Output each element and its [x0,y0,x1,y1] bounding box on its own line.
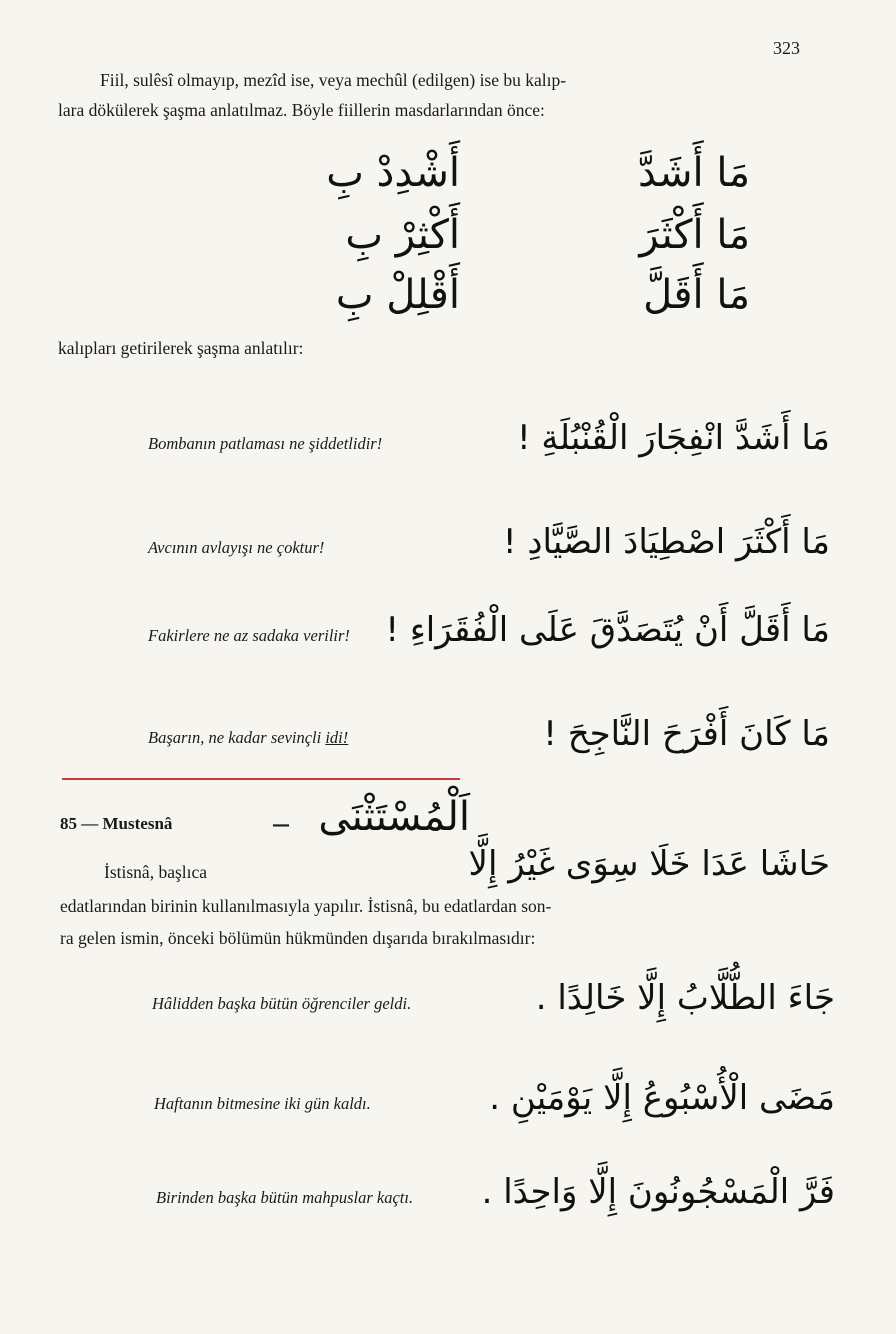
pattern-right-1: مَا أَشَدَّ [638,150,750,196]
example-3-translation: Fakirlere ne az sadaka verilir! [148,626,350,645]
pattern-left-1: أَشْدِدْ بِ [326,150,460,196]
example-1-arabic: مَا أَشَدَّ انْفِجَارَ الْقُنْبُلَةِ ! [516,418,830,458]
section-line-1: İstisnâ, başlıca [104,862,208,882]
example-3-arabic: مَا أَقَلَّ أَنْ يُتَصَدَّقَ عَلَى الْفُقَرَاءِ ! [385,610,830,650]
example-2-arabic: مَا أَكْثَرَ اصْطِيَادَ الصَّيَّادِ ! [502,522,830,562]
section-line-2: edatlarından birinin kullanılmasıyla yapılır. İstisnâ, bu edatlardan son- [60,896,552,916]
intro-line-2: lara dökülerek şaşma anlatılmaz. Böyle fiillerin masdarlarından önce: [58,100,545,120]
pattern-left-2: أَكْثِرْ بِ [345,212,460,258]
example-4-translation-main: Başarın, ne kadar sevinçli [148,728,326,747]
section-heading: 85 — Mustesnâ [60,814,173,833]
exception-example-2-translation: Haftanın bitmesine iki gün kaldı. [154,1094,371,1113]
section-line-3: ra gelen ismin, önceki bölümün hükmünden dışarıda bırakılmasıdır: [60,928,536,948]
pattern-right-3: مَا أَقَلَّ [643,272,750,318]
example-4-translation [148,728,348,748]
example-4-arabic: مَا كَانَ أَفْرَحَ النَّاجِحَ ! [543,714,830,754]
red-rule-line [62,778,460,780]
pattern-right-2: مَا أَكْثَرَ [639,212,750,258]
example-4-underlined-word: idi! [325,728,349,747]
intro-line-1: Fiil, sulêsî olmayıp, mezîd ise, veya mechûl (edilgen) ise bu kalıp- [100,70,567,90]
exception-example-3-translation: Birinden başka bütün mahpuslar kaçtı. [156,1188,414,1207]
section-arabic-title: اَلْمُسْتَثْنَى [318,794,470,840]
pattern-left-3: أَقْلِلْ بِ [335,272,460,318]
exception-example-1-arabic: جَاءَ الطُّلَّابُ إِلَّا خَالِدًا . [535,978,835,1018]
exception-example-1-translation: Hâlidden başka bütün öğrenciler geldi. [152,994,412,1013]
exception-particles: حَاشَا عَدَا خَلَا سِوَى غَيْرُ إِلَّا [468,844,830,884]
page-number: 323 [773,38,800,58]
exception-example-3-arabic: فَرَّ الْمَسْجُونُونَ إِلَّا وَاحِدًا . [481,1172,835,1212]
after-patterns-text: kalıpları getirilerek şaşma anlatılır: [58,338,304,358]
example-1-translation: Bombanın patlaması ne şiddetlidir! [148,434,383,453]
heading-dash: — [272,814,290,835]
exception-example-2-arabic: مَضَى الْأُسْبُوعُ إِلَّا يَوْمَيْنِ . [489,1078,835,1118]
example-2-translation: Avcının avlayışı ne çoktur! [148,538,325,557]
